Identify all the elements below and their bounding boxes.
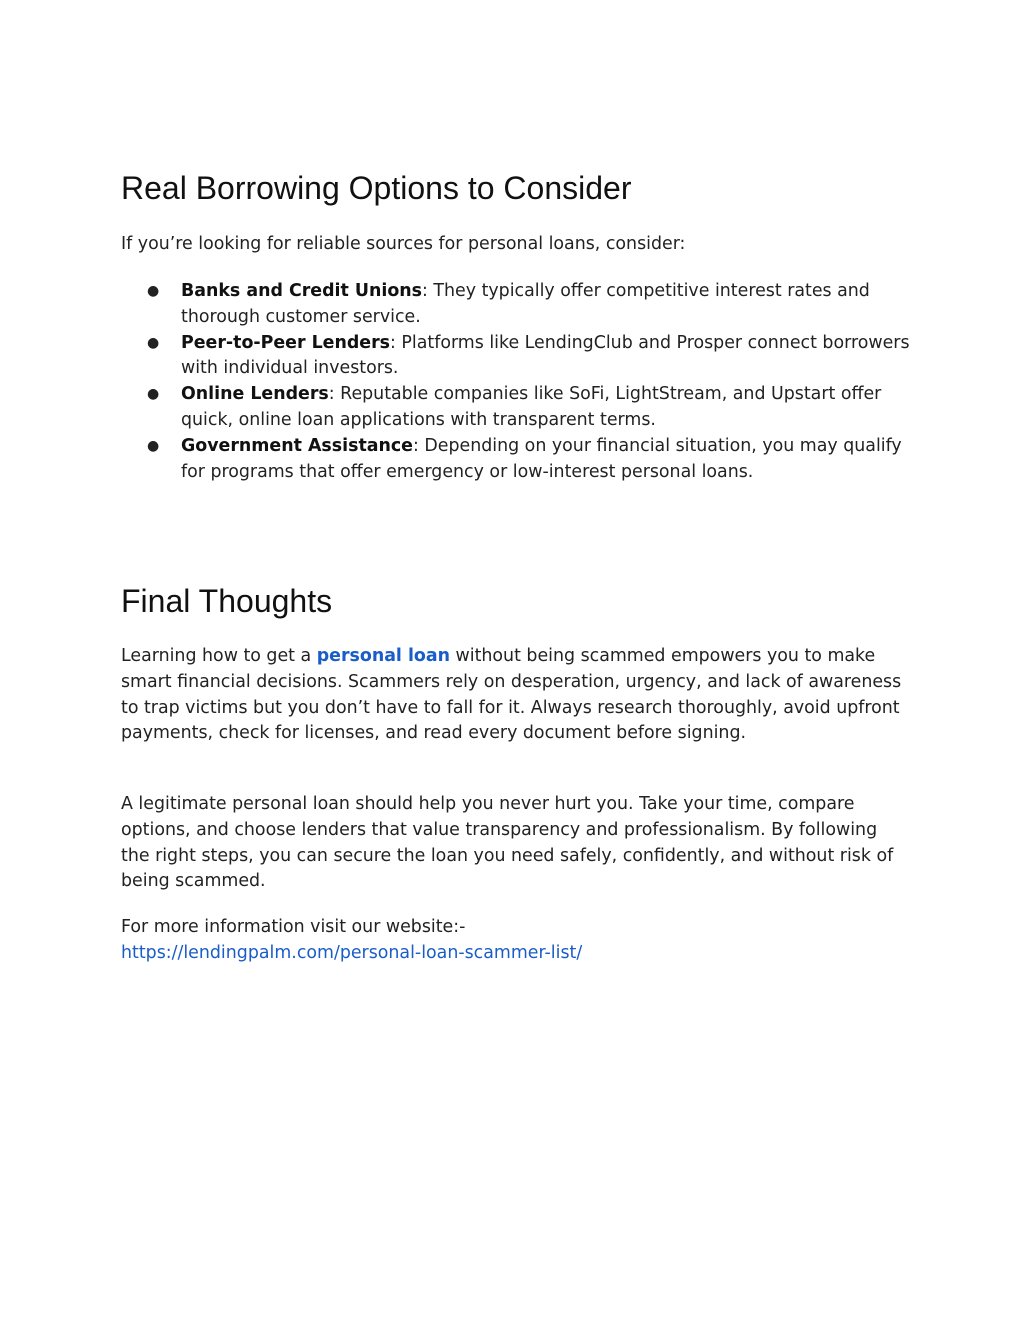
list-item-text: : Depending on your financial situation, you may qualify for programs that offer emergency or low-interest personal loans. bbox=[181, 435, 902, 482]
final-paragraph-2: A legitimate personal loan should help you never hurt you. Take your time, compare options, and choose lenders that value transparency and professionalism. By following the right steps, you can secure the loan you need safely, confidently, and without risk of being scammed. bbox=[121, 794, 894, 892]
list-item-text: : Platforms like LendingClub and Prosper connect borrowers with individual investors. bbox=[181, 332, 910, 379]
bullet-icon: ● bbox=[147, 334, 160, 351]
list-item bbox=[121, 331, 911, 383]
section-heading-borrowing-options: Real Borrowing Options to Consider bbox=[121, 170, 632, 206]
paragraph-text: without being scammed empowers you to make smart financial decisions. Scammers rely on desperation, urgency, and lack of awareness to trap victims but you don’t have to fall for it. Always research thoroughly, avoid upfront payments, check for licenses, and read every document before signing. bbox=[121, 646, 902, 744]
paragraph-text: Learning how to get a bbox=[121, 646, 317, 666]
bullet-icon: ● bbox=[147, 283, 160, 299]
bullet-icon: ● bbox=[147, 386, 160, 403]
list-item-title: Peer-to-Peer Lenders bbox=[181, 332, 391, 353]
website-link[interactable]: https://lendingpalm.com/personal-loan-scammer-list/ bbox=[121, 942, 583, 963]
website-paragraph bbox=[121, 915, 911, 967]
borrowing-options-list bbox=[121, 279, 911, 485]
intro-paragraph: If you’re looking for reliable sources for personal loans, consider: bbox=[121, 234, 686, 254]
list-item-text: : They typically offer competitive interest rates and thorough customer service. bbox=[181, 281, 870, 327]
list-item-title: Government Assistance bbox=[181, 435, 413, 456]
list-item bbox=[121, 434, 911, 486]
bullet-icon: ● bbox=[147, 437, 160, 454]
personal-loan-link[interactable]: personal loan bbox=[316, 646, 450, 666]
list-item-title: Banks and Credit Unions bbox=[181, 281, 423, 301]
list-item-title: Online Lenders bbox=[181, 384, 329, 405]
final-paragraph-1 bbox=[121, 644, 911, 747]
list-item-text: : Reputable companies like SoFi, LightStream, and Upstart offer quick, online loan applications with transparent terms. bbox=[181, 384, 882, 430]
section-heading-final-thoughts: Final Thoughts bbox=[121, 583, 333, 619]
website-label: For more information visit our website:- bbox=[121, 917, 466, 937]
list-item bbox=[121, 382, 911, 434]
list-item bbox=[121, 279, 911, 331]
